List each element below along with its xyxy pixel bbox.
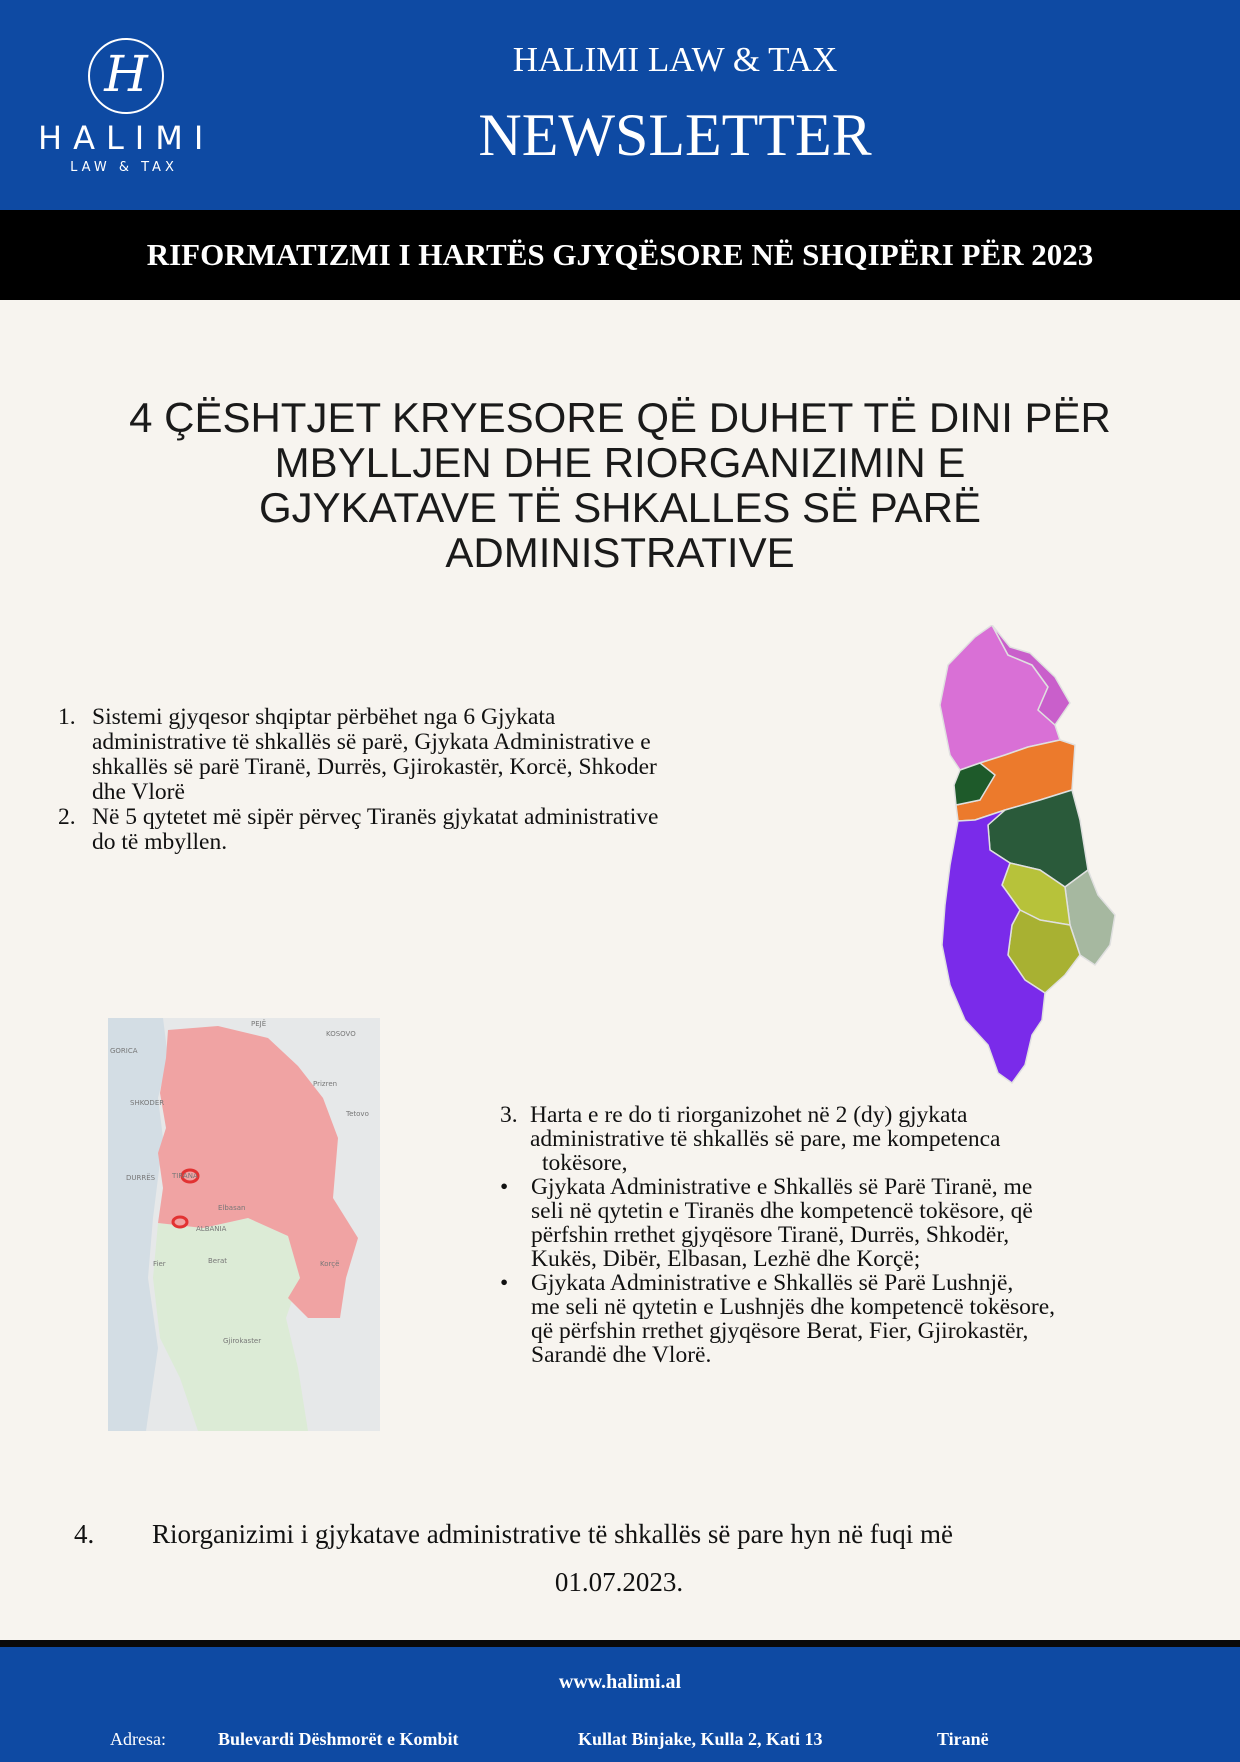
map-label-korce: Korçë: [320, 1260, 340, 1268]
bullet-line: me seli në qytetin e Lushnjës dhe kompetencë tokësore,: [531, 1294, 1056, 1320]
item-line: do të mbyllen.: [92, 829, 228, 855]
list-item: [48, 805, 868, 855]
bullet-line: Sarandë dhe Vlorë.: [531, 1342, 712, 1368]
map-label-elbasan: Elbasan: [218, 1204, 246, 1212]
bullet-line: seli në qytetin e Tiranës dhe kompetencë tokësore, që: [531, 1198, 1033, 1224]
item-line: dhe Vlorë: [92, 779, 185, 805]
newsletter-title: NEWSLETTER: [478, 102, 872, 168]
headline-line: MBYLLJEN DHE RIORGANIZIMIN E: [274, 439, 966, 486]
effective-date: 01.07.2023.: [554, 1567, 684, 1597]
brand-name: HALIMI LAW & TAX: [512, 40, 838, 79]
bullet-line: Gjykata Administrative e Shkallës së Parë Tiranë, me: [531, 1174, 1033, 1200]
reorganization-map-svg: [108, 1018, 380, 1431]
bullet-line: përfshin rrethet gjyqësore Tiranë, Durrës, Shkodër,: [531, 1222, 1010, 1248]
map-label-fier: Fier: [153, 1260, 166, 1268]
title-bar: [0, 210, 1240, 300]
logo-name: HALIMI: [38, 119, 215, 157]
reorganization-map: [108, 1018, 380, 1431]
court-tirane-bullet: [494, 1175, 1224, 1271]
headline-line: GJYKATAVE TË SHKALLES SË PARË: [258, 484, 982, 531]
title-bar-text: RIFORMATIZMI I HARTËS GJYQËSORE NË SHQIPËRI PËR 2023: [146, 237, 1094, 272]
item-line: tokësore,: [542, 1150, 628, 1176]
map-label-durres: DURRËS: [126, 1174, 156, 1182]
item-number: 3.: [500, 1102, 518, 1128]
address-label: Adresa:: [110, 1729, 166, 1749]
bullet-icon: •: [500, 1174, 509, 1200]
item-number: 4.: [74, 1519, 95, 1549]
website-link[interactable]: www.halimi.al: [558, 1671, 682, 1693]
item-line: Harta e re do ti riorganizohet në 2 (dy) gjykata: [530, 1102, 968, 1128]
map-label-peje: PEJË: [251, 1020, 267, 1028]
item-line: administrative të shkallës së pare, me kompetenca: [530, 1126, 1001, 1152]
list-item: [494, 1103, 1224, 1175]
map-label-shkoder: SHKODER: [130, 1099, 165, 1107]
new-map-section: [494, 1103, 1224, 1367]
header: [0, 0, 1240, 210]
logo-monogram: H: [104, 45, 148, 103]
court-lushnje-bullet: [494, 1271, 1224, 1367]
item-line: administrative të shkallës së parë, Gjykata Administrative e: [92, 729, 651, 755]
map-label-gorica: GORICA: [110, 1047, 138, 1055]
map-label-tirana: TIRANA: [172, 1172, 198, 1180]
headline-line: ADMINISTRATIVE: [445, 529, 795, 576]
headline-line: 4 ÇËSHTJET KRYESORE QË DUHET TË DINI PËR: [129, 394, 1111, 441]
item-number: 1.: [58, 704, 76, 730]
map-label-kosovo: KOSOVO: [326, 1030, 356, 1038]
address-city: Tiranë: [937, 1729, 989, 1749]
logo-subtitle: LAW & TAX: [70, 160, 178, 175]
headline: [40, 395, 1200, 575]
bullet-line: që përfshin rrethet gjyqësore Berat, Fier, Gjirokastër,: [531, 1318, 1029, 1344]
effective-date-item: [74, 1510, 1164, 1606]
bullet-line: Kukës, Dibër, Elbasan, Lezhë dhe Korçë;: [531, 1246, 921, 1272]
item-line: Në 5 qytetet më sipër përveç Tiranës gjykatat administrative: [92, 804, 659, 830]
map-label-prizren: Prizren: [313, 1080, 338, 1088]
map-label-tetovo: Tetovo: [346, 1110, 369, 1118]
bullet-icon: •: [500, 1270, 509, 1296]
map-label-gjirokaster: Gjirokaster: [223, 1337, 262, 1345]
item-line: Sistemi gjyqesor shqiptar përbëhet nga 6 Gjykata: [92, 704, 556, 730]
key-points-list: [48, 705, 868, 855]
map-label-albania: ALBANIA: [196, 1225, 227, 1233]
effective-date-text: Riorganizimi i gjykatave administrative të shkallës së pare hyn në fuqi më: [152, 1519, 954, 1549]
halimi-logo[interactable]: [38, 38, 218, 178]
footer: [0, 1640, 1240, 1762]
list-item: [48, 705, 868, 805]
bullet-line: Gjykata Administrative e Shkallës së Parë Lushnjë,: [531, 1270, 1014, 1296]
address-building: Kullat Binjake, Kulla 2, Kati 13: [578, 1729, 823, 1749]
map-label-berat: Berat: [208, 1257, 228, 1265]
item-number: 2.: [58, 804, 76, 830]
albania-regions-map: [920, 625, 1140, 1085]
item-line: shkallës së parë Tiranë, Durrës, Gjirokastër, Korcë, Shkoder: [92, 754, 657, 780]
address-street: Bulevardi Dëshmorët e Kombit: [218, 1729, 459, 1749]
